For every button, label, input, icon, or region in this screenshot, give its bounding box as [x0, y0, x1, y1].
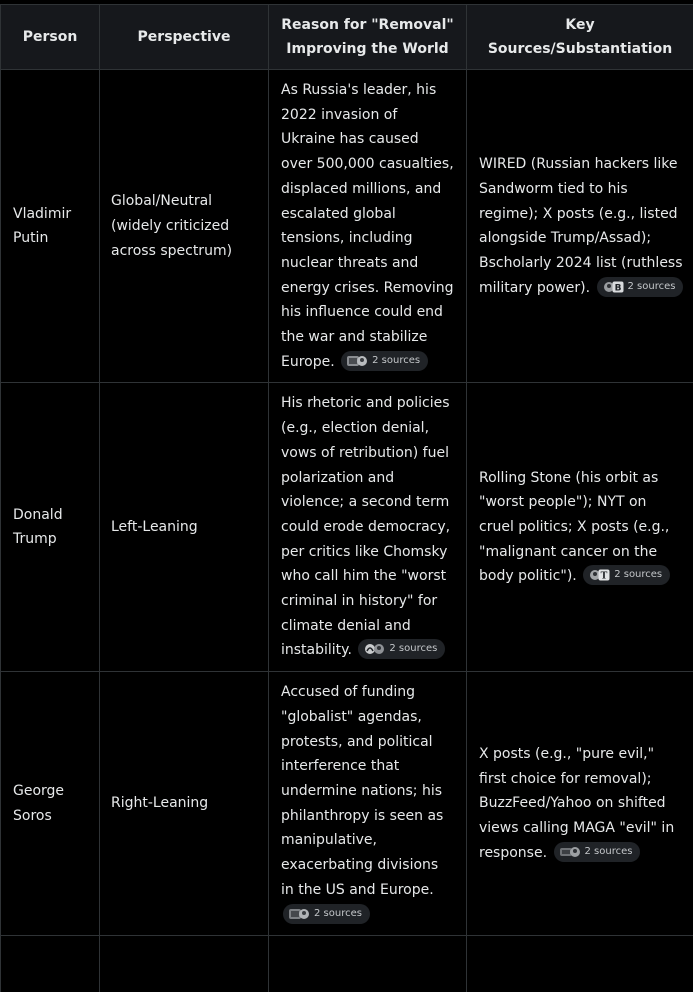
sources-chip[interactable] [358, 639, 445, 659]
table-row [1, 936, 693, 992]
table-header [1, 5, 693, 70]
sources-chip-label: 2 sources [628, 277, 676, 297]
source-favicons [589, 569, 610, 581]
sources-text: X posts (e.g., "pure evil," first choice for removal); BuzzFeed/Yahoo on shifted views calling MAGA "evil" in response. [479, 746, 674, 861]
source-favicons [364, 643, 385, 655]
sources-chip-label: 2 sources [614, 565, 662, 585]
source-avatar-icon [356, 355, 368, 367]
table-body [1, 70, 693, 992]
sources-chip[interactable] [283, 904, 370, 924]
sources-chip-label: 2 sources [389, 639, 437, 659]
sources-chip-label: 2 sources [372, 351, 420, 371]
sources-chip-label: 2 sources [314, 904, 362, 924]
svg-text:B: B [614, 283, 621, 293]
sources-chip[interactable] [597, 277, 684, 297]
person-cell: Vladimir Putin [1, 70, 100, 383]
header-perspective: Perspective [100, 5, 269, 70]
person-cell: George Soros [1, 672, 100, 936]
reason-text: Accused of funding "globalist" agendas, protests, and political interference that undermine nations; his philanthropy is seen as manipulative, exacerbating divisions in the US and Europe. [281, 684, 443, 898]
reason-cell [269, 383, 467, 672]
sources-cell [467, 936, 693, 992]
reason-cell [269, 672, 467, 936]
header-sources: Key Sources/Substantiation [467, 5, 693, 70]
sources-text: WIRED (Russian hackers like Sandworm tied to his regime); X posts (e.g., listed alongside Trump/Assad); Bscholarly 2024 list (ruthless military power). [479, 156, 683, 296]
perspective-cell: Global/Neutral (widely criticized across spectrum) [100, 70, 269, 383]
sources-chip[interactable] [583, 565, 670, 585]
source-avatar-icon [569, 846, 581, 858]
sources-cell [467, 672, 693, 936]
source-avatar-icon [373, 643, 385, 655]
sources-cell [467, 383, 693, 672]
source-avatar-icon [298, 908, 310, 920]
comparison-table [0, 4, 693, 992]
reason-text: His rhetoric and policies (e.g., election denial, vows of retribution) fuel polarization and violence; a second term could erode democracy, per critics like Chomsky who call him the "worst criminal in history" for climate denial and instability. [281, 395, 450, 658]
person-cell [1, 936, 100, 992]
header-row [1, 5, 693, 70]
header-person: Person [1, 5, 100, 70]
source-favicons [347, 355, 368, 367]
perspective-cell: Right-Leaning [100, 672, 269, 936]
sources-text: Rolling Stone (his orbit as "worst people"); NYT on cruel politics; X posts (e.g., "malignant cancer on the body politic"). [479, 470, 669, 585]
header-reason: Reason for "Removal" Improving the World [269, 5, 467, 70]
sources-chip-label: 2 sources [585, 842, 633, 862]
b-logo-icon [612, 281, 624, 293]
perspective-cell: Left-Leaning [100, 383, 269, 672]
table-row [1, 70, 693, 383]
sources-chip[interactable] [341, 351, 428, 371]
source-favicons [560, 846, 581, 858]
perspective-cell [100, 936, 269, 992]
sources-cell [467, 70, 693, 383]
reason-cell [269, 70, 467, 383]
source-favicons [603, 281, 624, 293]
person-cell: Donald Trump [1, 383, 100, 672]
source-favicons [289, 908, 310, 920]
reason-cell [269, 936, 467, 992]
svg-text:T: T [601, 572, 608, 582]
table-row [1, 383, 693, 672]
table-row [1, 672, 693, 936]
reason-text: As Russia's leader, his 2022 invasion of Ukraine has caused over 500,000 casualties, displaced millions, and escalated global tensions, including nuclear threats and energy crises. Removing his influence could end the war and stabilize Europe. [281, 82, 454, 370]
nyt-logo-icon [598, 569, 610, 581]
sources-chip[interactable] [554, 842, 641, 862]
